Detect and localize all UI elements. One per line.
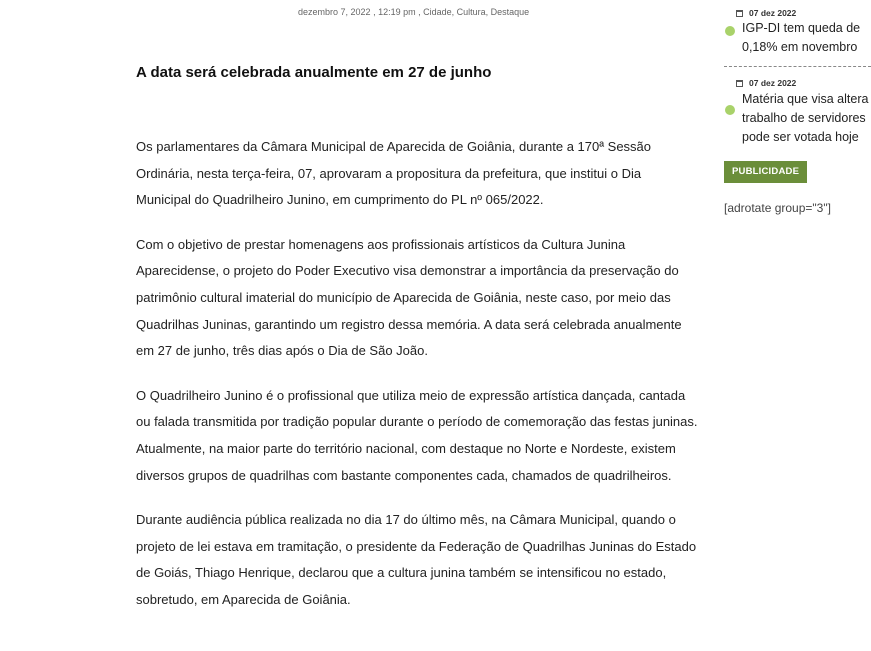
- article-paragraph: Com o objetivo de prestar homenagens aos profissionais artísticos da Cultura Junina Aparecidense, o projeto do Poder Executivo visa demonstrar a importância da preservação do patrimônio cultural imaterial do município de Aparecida de Goiânia, neste caso, por meio das Quadrilhas Juninas, garantindo um registro dessa memória. A data será celebrada anualmente em 27 de junho, três dias após o Dia de São João.: [136, 236, 682, 359]
- news-date-text: 07 dez 2022: [749, 8, 797, 18]
- publicidade-label: PUBLICIDADE: [724, 161, 807, 183]
- article-paragraph: O Quadrilheiro Junino é o profissional que utiliza meio de expressão artística dançada, cantada ou falada transmitida por tradição popular durante o período de comemoração das festas juninas. Atualmente, na maior parte do território nacional, com destaque no Norte e Nordeste, existem diversos grupos de quadrilhas com bastante componentes cada, chamados de quadrilheiros.: [136, 387, 698, 483]
- bullet-dot-icon: [725, 26, 735, 36]
- news-date: [736, 8, 796, 18]
- article: [136, 62, 698, 632]
- news-title-line: IGP-DI tem queda de: [742, 21, 861, 35]
- news-title-line: pode ser votada hoje: [742, 130, 859, 144]
- news-date-text: 07 dez 2022: [749, 78, 797, 88]
- news-title-line: Matéria que visa altera: [742, 92, 869, 106]
- calendar-icon: [736, 80, 743, 87]
- article-headline: A data será celebrada anualmente em 27 de junho: [136, 64, 492, 81]
- article-body: [136, 134, 698, 614]
- article-paragraph: Os parlamentares da Câmara Municipal de Aparecida de Goiânia, durante a 170ª Sessão Ordinária, nesta terça-feira, 07, aprovaram a propositura da prefeitura, que institui o Dia Municipal do Quadrilheiro Junino, em cumprimento do PL nº 065/2022.: [136, 139, 652, 208]
- post-meta: [298, 7, 529, 17]
- post-time: , 12:19 pm: [373, 7, 416, 17]
- post-date: dezembro 7, 2022: [298, 7, 371, 17]
- news-title-line: trabalho de servidores: [742, 111, 866, 125]
- sidebar-divider: [724, 66, 871, 67]
- sidebar-recent-news: [724, 0, 871, 144]
- news-title-link[interactable]: [742, 19, 860, 57]
- post-categories[interactable]: , Cidade, Cultura, Destaque: [418, 7, 530, 17]
- calendar-icon: [736, 10, 743, 17]
- ad-placeholder: [adrotate group="3"]: [724, 201, 831, 215]
- news-date: [736, 78, 796, 88]
- news-title-link[interactable]: [742, 90, 868, 147]
- sidebar-news-item[interactable]: [724, 0, 871, 66]
- news-title-line: 0,18% em novembro: [742, 40, 858, 54]
- bullet-dot-icon: [725, 105, 735, 115]
- article-paragraph: Durante audiência pública realizada no dia 17 do último mês, na Câmara Municipal, quando o projeto de lei estava em tramitação, o presidente da Federação de Quadrilhas Juninas do Estado de Goiás, Thiago Henrique, declarou que a cultura junina também se intensificou no estado, sobretudo, em Aparecida de Goiânia.: [136, 512, 697, 607]
- sidebar-news-item[interactable]: [724, 72, 871, 152]
